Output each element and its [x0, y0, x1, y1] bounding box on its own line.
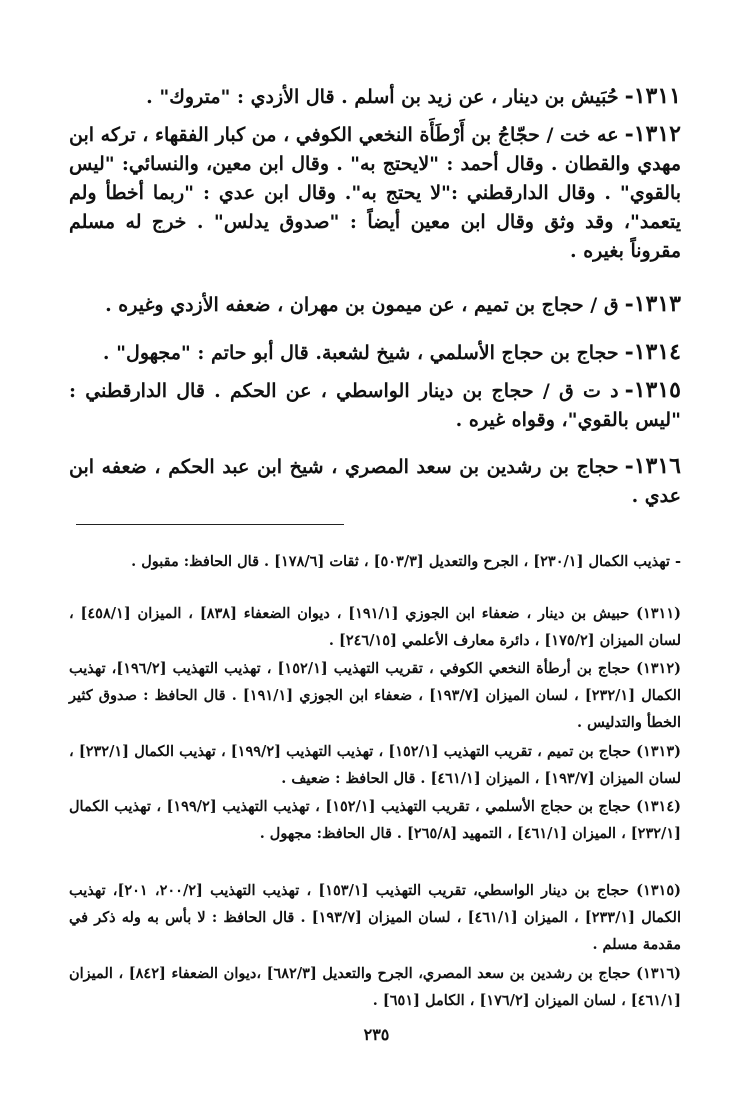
entry-text: حجاج بن رشدين بن سعد المصري ، شيخ ابن عبد الحكم ، ضعفه ابن عدي .	[69, 456, 681, 507]
footnote-1313: (١٣١٣) حجاج بن تميم ، تقريب التهذيب [١٥٢/١] ، تهذيب التهذيب [١٩٩/٢] ، تهذيب الكمال [٢٣٢/١] ، لسان الميزان [١٩٣/٧] ، الميزان [٤٦١/١] . قال الحافظ : ضعيف .	[69, 743, 681, 787]
entry-1311	[69, 82, 681, 112]
entry-text: عه خت / حجّاجُ بن أَرْطَأَة النخعي الكوفي ، من كبار الفقهاء ، تركه ابن مهدي والقطان . وقال أحمد : "لايحتج به" . وقال ابن معين، والنسائي: "ليس بالقوي" . وقال الدارقطني :"لا يحتج به". وقال ابن عدي : "ربما أخطأ ولم يتعمد"، وقد وثق وقال ابن معين أيضاً : "صدوق يدلس" . خرج له مسلم مقروناً بغيره .	[69, 124, 681, 262]
footnote-1312: (١٣١٢) حجاج بن أرطأة النخعي الكوفي ، تقريب التهذيب [١٥٢/١] ، تهذيب التهذيب [١٩٦/٢]، تهذيب الكمال [٢٣٢/١] ، لسان الميزان [١٩٣/٧] ، ضعفاء ابن الجوزي [١٩١/١] . قال الحافظ : صدوق كثير الخطأ والتدليس .	[69, 660, 682, 731]
entry-1316	[69, 452, 681, 511]
entry-1315	[69, 376, 681, 435]
footnote-1314: (١٣١٤) حجاج بن حجاج الأسلمي ، تقريب التهذيب [١٥٢/١] ، تهذيب التهذيب [١٩٩/٢] ، تهذيب الكمال [٢٣٢/١] ، الميزان [٤٦١/١] ، التمهيد [٢٦٥/٨] . قال الحافظ: مجهول .	[69, 798, 681, 842]
footnote-1316: (١٣١٦) حجاج بن رشدين بن سعد المصري، الجرح والتعديل [٦٨٢/٣] ،ديوان الضعفاء [٨٤٢] ، الميزان [٤٦١/١] ، لسان الميزان [١٧٦/٢] ، الكامل [٦٥١] .	[69, 965, 682, 1009]
entry-number: ١٣١٦-	[624, 453, 681, 479]
entry-1312	[69, 120, 681, 266]
footnote-continuation: - تهذيب الكمال [٢٣٠/١] ، الجرح والتعديل [٥٠٣/٣] ، ثقات [١٧٨/٦] . قال الحافظ: مقبول .	[131, 553, 681, 570]
entry-text: ق / حجاج بن تميم ، عن ميمون بن مهران ، ضعفه الأزدي وغيره .	[105, 294, 619, 316]
entry-number: ١٣١٣-	[624, 291, 681, 317]
entry-number: ١٣١٢-	[624, 121, 681, 147]
entry-number: ١٣١٥-	[624, 377, 681, 403]
entry-number: ١٣١٤-	[624, 339, 681, 365]
entry-text: حجاج بن حجاج الأسلمي ، شيخ لشعبة. قال أبو حاتم : "مجهول" .	[102, 342, 619, 364]
entry-number: ١٣١١-	[624, 83, 681, 109]
footnote-1311: (١٣١١) حبيش بن دينار ، ضعفاء ابن الجوزي [١٩١/١] ، ديوان الضعفاء [٨٣٨] ، الميزان [٤٥٨/١] ، لسان الميزان [١٧٥/٢] ، دائرة معارف الأعلمي [٢٤٦/١٥] .	[69, 605, 682, 649]
entry-text: حُبَيش بن دينار ، عن زيد بن أسلم . قال الأزدي : "متروك" .	[146, 86, 619, 108]
footnote-separator	[76, 524, 344, 525]
footnote-1315: (١٣١٥) حجاج بن دينار الواسطي، تقريب التهذيب [١٥٣/١] ، تهذيب التهذيب [٢٠٠/٢، ٢٠١]، تهذيب الكمال [٢٣٣/١] ، الميزان [٤٦١/١] ، لسان الميزان [١٩٣/٧] . قال الحافظ : لا بأس به وله ذكر في مقدمة مسلم .	[69, 882, 681, 953]
page-number: ٢٣٥	[363, 1025, 390, 1044]
entry-1313	[69, 290, 681, 320]
entry-1314	[69, 338, 681, 368]
entry-text: د ت ق / حجاج بن دينار الواسطي ، عن الحكم . قال الدارقطني : "ليس بالقوي"، وقواه غيره .	[69, 380, 681, 431]
